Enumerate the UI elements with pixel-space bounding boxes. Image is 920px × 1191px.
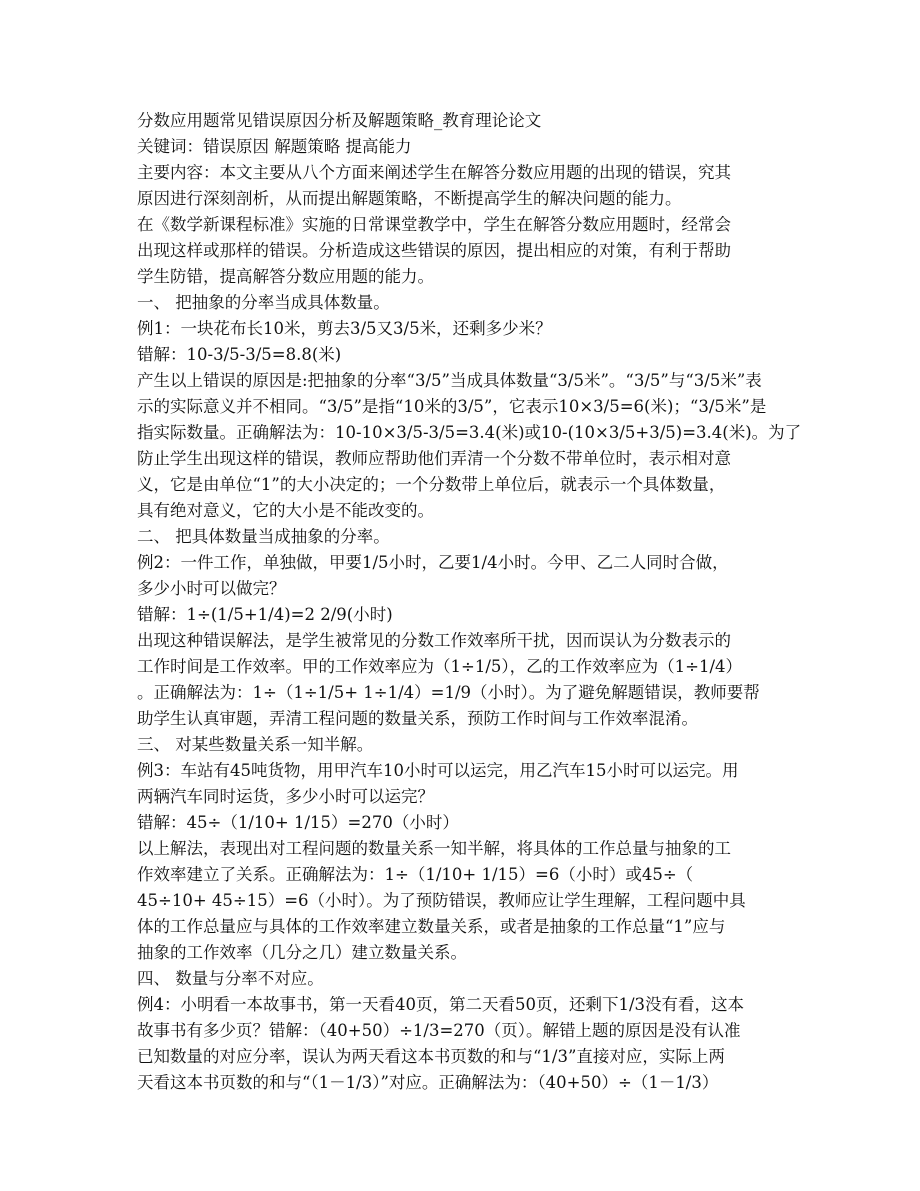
- example-3: 两辆汽车同时运货，多少小时可以运完？: [137, 787, 434, 806]
- intro-line: 学生防错，提高解答分数应用题的能力。: [137, 267, 434, 286]
- explanation-line: 示的实际意义并不相同。“3/5”是指“10米的3/5”，它表示10×3/5=6(米)；“3/5米”是: [137, 397, 767, 416]
- wrong-solution-1: 错解：10-3/5-3/5=8.8(米): [137, 345, 342, 364]
- explanation-line: 工作时间是工作效率。甲的工作效率应为（1÷1/5），乙的工作效率应为（1÷1/4）: [137, 657, 743, 676]
- explanation-line: 出现这种错误解法，是学生被常见的分数工作效率所干扰，因而误认为分数表示的: [137, 631, 731, 650]
- example-4: 例4：小明看一本故事书，第一天看40页，第二天看50页，还剩下1/3没有看，这本: [137, 995, 745, 1014]
- explanation-line: 抽象的工作效率（几分之几）建立数量关系。: [137, 943, 467, 962]
- intro-line: 出现这样或那样的错误。分析造成这些错误的原因，提出相应的对策，有利于帮助: [137, 241, 731, 260]
- section-heading-2: 二、 把具体数量当成抽象的分率。: [137, 527, 390, 546]
- abstract-line: 主要内容：本文主要从八个方面来阐述学生在解答分数应用题的出现的错误，究其: [137, 163, 731, 182]
- explanation-line: 以上解法，表现出对工程问题的数量关系一知半解，将具体的工作总量与抽象的工: [137, 839, 731, 858]
- explanation-line: 指实际数量。正确解法为：10-10×3/5-3/5=3.4(米)或10-(10×3/5+3/5)=3.4(米)。为了: [137, 423, 802, 442]
- abstract-line: 原因进行深刻剖析，从而提出解题策略，不断提高学生的解决问题的能力。: [137, 189, 682, 208]
- explanation-line: 产生以上错误的原因是:把抽象的分率“3/5”当成具体数量“3/5米”。“3/5”与“3/5米”表: [137, 371, 762, 390]
- example-2: 例2：一件工作，单独做，甲要1/5小时，乙要1/4小时。今甲、乙二人同时合做，: [137, 553, 729, 572]
- explanation-line: 45÷10+ 45÷15）=6（小时）。为了预防错误，教师应让学生理解，工程问题中具: [137, 891, 746, 910]
- intro-line: 在《数学新课程标准》实施的日常课堂教学中，学生在解答分数应用题时，经常会: [137, 215, 731, 234]
- explanation-line: 具有绝对意义，它的大小是不能改变的。: [137, 501, 434, 520]
- example-3: 例3：车站有45吨货物，用甲汽车10小时可以运完，用乙汽车15小时可以运完。用: [137, 761, 739, 780]
- example-1: 例1：一块花布长10米，剪去3/5又3/5米，还剩多少米？: [137, 319, 552, 338]
- example-2: 多少小时可以做完？: [137, 579, 286, 598]
- wrong-solution-2: 错解：1÷(1/5+1/4)=2 2/9(小时): [137, 605, 393, 624]
- example-4: 故事书有多少页？错解：（40+50）÷1/3=270（页）。解错上题的原因是没有认准: [137, 1021, 741, 1040]
- keywords-line: 关键词：错误原因 解题策略 提高能力: [137, 137, 412, 156]
- wrong-solution-3: 错解：45÷（1/10+ 1/15）=270（小时）: [137, 813, 459, 832]
- explanation-line: 义，它是由单位“1”的大小决定的；一个分数带上单位后，就表示一个具体数量，: [137, 475, 726, 494]
- document-body: [137, 108, 802, 1096]
- explanation-line: 已知数量的对应分率，误认为两天看这本书页数的和与“1/3”直接对应，实际上两: [137, 1047, 725, 1066]
- explanation-line: 体的工作总量应与具体的工作效率建立数量关系，或者是抽象的工作总量“1”应与: [137, 917, 726, 936]
- document-title: 分数应用题常见错误原因分析及解题策略_教育理论论文: [137, 111, 542, 130]
- explanation-line: 防止学生出现这样的错误，教师应帮助他们弄清一个分数不带单位时，表示相对意: [137, 449, 731, 468]
- explanation-line: 天看这本书页数的和与“（1－1/3）”对应。正确解法为：（40+50）÷（1－1/3）: [137, 1073, 719, 1092]
- section-heading-1: 一、 把抽象的分率当成具体数量。: [137, 293, 390, 312]
- explanation-line: 助学生认真审题，弄清工程问题的数量关系，预防工作时间与工作效率混淆。: [137, 709, 698, 728]
- explanation-line: 作效率建立了关系。正确解法为：1÷（1/10+ 1/15）=6（小时）或45÷（: [137, 865, 694, 884]
- section-heading-4: 四、 数量与分率不对应。: [137, 969, 324, 988]
- section-heading-3: 三、 对某些数量关系一知半解。: [137, 735, 374, 754]
- explanation-line: 。正确解法为：1÷（1÷1/5+ 1÷1/4）=1/9（小时）。为了避免解题错误，教师要帮: [137, 683, 760, 702]
